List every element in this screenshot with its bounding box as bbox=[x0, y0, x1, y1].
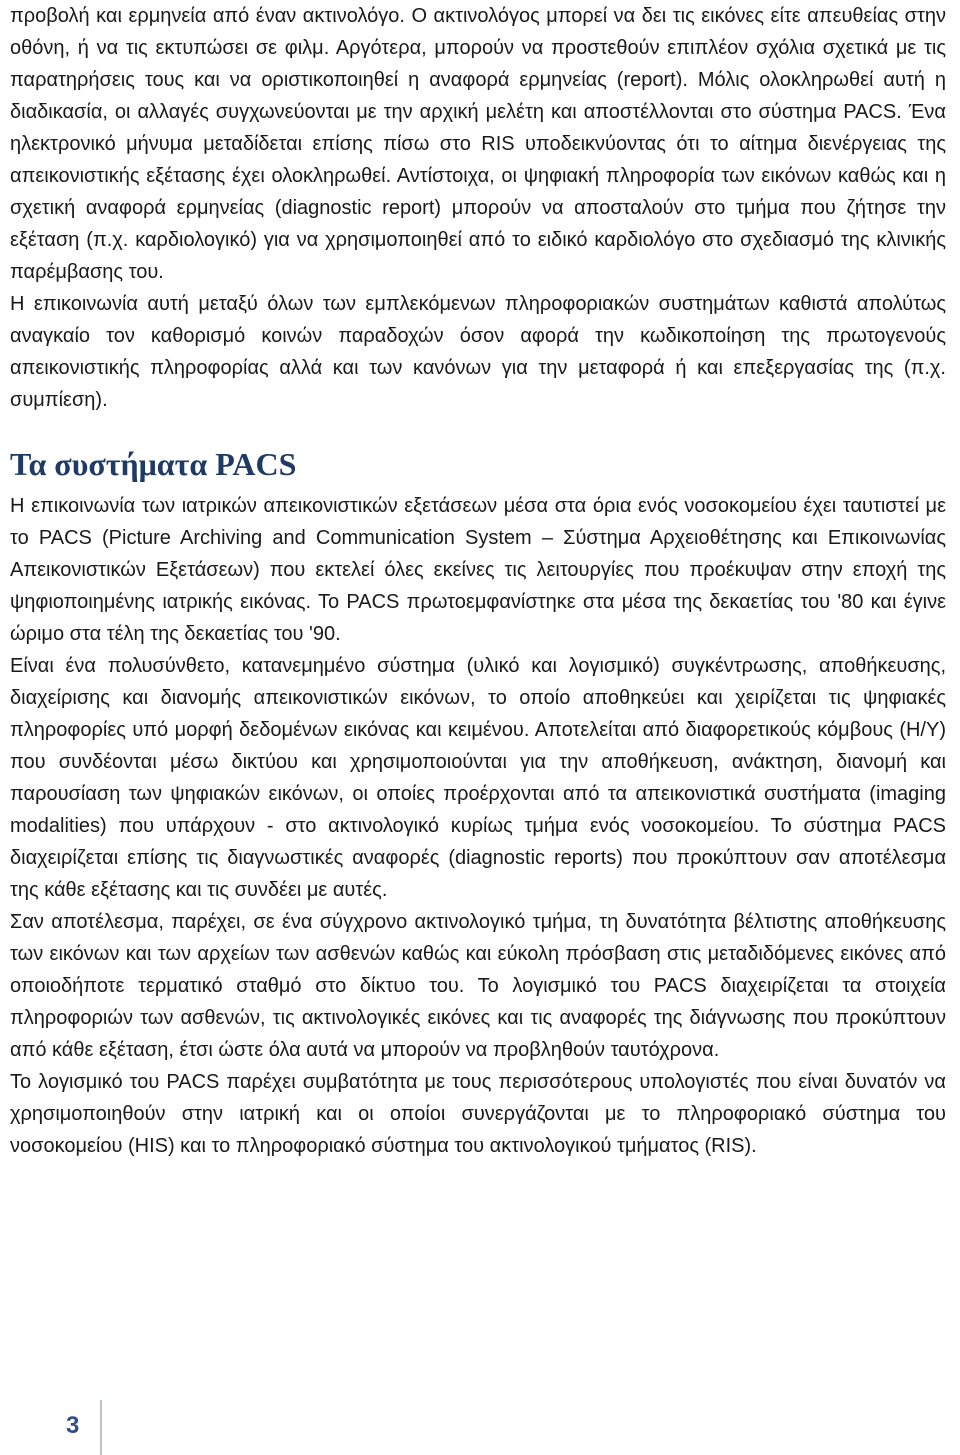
paragraph-pacs-definition: Η επικοινωνία των ιατρικών απεικονιστικών εξετάσεων μέσα στα όρια ενός νοσοκομείου έχει ταυτιστεί με το PACS (Picture Archiving and Communication System – Σύστημα Αρχειοθέτησης και Επικοινωνίας Απεικονιστικών Εξετάσεων) που εκτελεί όλες εκείνες τις λειτουργίες που προέκυψαν στην εποχή της ψηφιοποιημένης ιατρικής εικόνας. Το PACS πρωτοεμφανίστηκε στα μέσα της δεκαετίας του '80 και έγινε ώριμο στα τέλη της δεκαετίας του '90. bbox=[10, 495, 946, 645]
document-page bbox=[10, 0, 946, 1162]
page-footer bbox=[0, 1400, 960, 1455]
paragraph-pacs-architecture: Είναι ένα πολυσύνθετο, κατανεμημένο σύστημα (υλικό και λογισμικό) συγκέντρωσης, αποθήκευσης, διαχείρισης και διανομής απεικονιστικών εικόνων, το οποίο αποθηκεύει και χειρίζεται τις ψηφιακές πληροφορίες υπό μορφή δεδομένων εικόνας και κειμένου. Αποτελείται από διαφορετικούς κόμβους (Η/Υ) που συνδέονται μέσω δικτύου και χρησιμοποιούνται για την αποθήκευση, ανάκτηση, διανομή και παρουσίαση των ψηφιακών εικόνων, οι οποίες προέρχονται από τα απεικονιστικά συστήματα (imaging modalities) που υπάρχουν - στο ακτινολογικό κυρίως τμήμα ενός νοσοκομείου. Το σύστημα PACS διαχειρίζεται επίσης τις διαγνωστικές αναφορές (diagnostic reports) που προκύπτουν σαν αποτέλεσμα της κάθε εξέτασης και τις συνδέει με αυτές. bbox=[10, 655, 946, 901]
footer-divider bbox=[100, 1400, 102, 1455]
page-number: 3 bbox=[66, 1412, 80, 1439]
section-title-pacs: Τα συστήματα PACS bbox=[10, 446, 297, 482]
paragraph-communication-standards: Η επικοινωνία αυτή μεταξύ όλων των εμπλεκόμενων πληροφοριακών συστημάτων καθιστά απολύτως αναγκαίο τον καθορισμό κοινών παραδοχών όσον αφορά την κωδικοποίηση της πρωτογενούς απεικονιστικής πληροφορίας αλλά και των κανόνων για την μεταφορά ή και επεξεργασίας της (π.χ. συμπίεση). bbox=[10, 293, 946, 411]
paragraph-pacs-compatibility: Το λογισμικό του PACS παρέχει συμβατότητα με τους περισσότερους υπολογιστές που είναι δυνατόν να χρησιμοποιηθούν στην ιατρική και οι οποίοι συνεργάζονται με το πληροφοριακό σύστημα του νοσοκομείου (HIS) και το πληροφοριακό σύστημα του ακτινολογικού τμήματος (RIS). bbox=[10, 1071, 946, 1157]
paragraph-pacs-benefits: Σαν αποτέλεσμα, παρέχει, σε ένα σύγχρονο ακτινολογικό τμήμα, τη δυνατότητα βέλτιστης αποθήκευσης των εικόνων και των αρχείων των ασθενών καθώς και εύκολη πρόσβαση στις μεταδιδόμενες εικόνες από οποιοδήποτε τερματικό σταθμό στο δίκτυο του. Το λογισμικό του PACS διαχειρίζεται τα στοιχεία πληροφοριών των ασθενών, τις ακτινολογικές εικόνες και τις αναφορές της διάγνωσης που προκύπτουν από κάθε εξέταση, έτσι ώστε όλα αυτά να μπορούν να προβληθούν ταυτόχρονα. bbox=[10, 911, 946, 1061]
paragraph-report-workflow: προβολή και ερμηνεία από έναν ακτινολόγο. Ο ακτινολόγος μπορεί να δει τις εικόνες είτε απευθείας στην οθόνη, ή να τις εκτυπώσει σε φιλμ. Αργότερα, μπορούν να προστεθούν επιπλέον σχόλια σχετικά με τις παρατηρήσεις τους και να οριστικοποιηθεί η αναφορά ερμηνείας (report). Μόλις ολοκληρωθεί αυτή η διαδικασία, οι αλλαγές συγχωνεύονται με την αρχική μελέτη και αποστέλλονται στο σύστημα PACS. Ένα ηλεκτρονικό μήνυμα μεταδίδεται επίσης πίσω στο RIS υποδεικνύοντας ότι το αίτημα διενέργειας της απεικονιστικής εξέτασης έχει ολοκληρωθεί. Αντίστοιχα, οι ψηφιακή πληροφορία των εικόνων καθώς και η σχετική αναφορά ερμηνείας (diagnostic report) μπορούν να αποσταλούν στο τμήμα που ζήτησε την εξέταση (π.χ. καρδιολογικό) για να χρησιμοποιηθεί από το ειδικό καρδιολόγο στο σχεδιασμό της κλινικής παρέμβασης του. bbox=[10, 5, 946, 283]
